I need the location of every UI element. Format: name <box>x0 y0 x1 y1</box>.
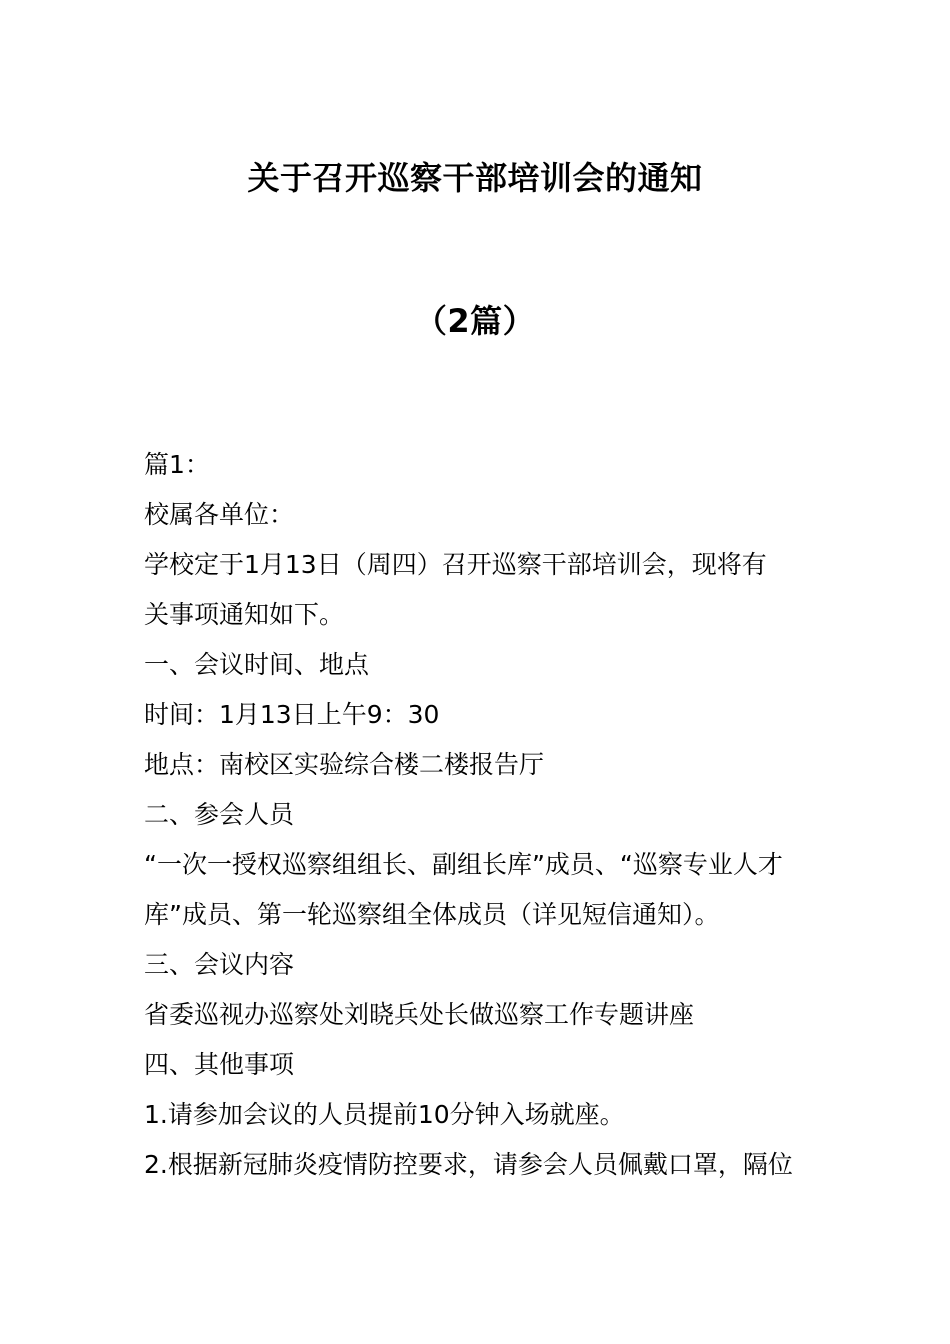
body-paragraph-line: 地点：南校区实验综合楼二楼报告厅 <box>144 750 545 779</box>
list-item: 2.根据新冠肺炎疫情防控要求，请参会人员佩戴口罩，隔位 <box>144 1150 793 1179</box>
body-paragraph-line: 省委巡视办巡察处刘晓兵处长做巡察工作专题讲座 <box>144 1000 695 1029</box>
document-subtitle: （2篇） <box>414 302 536 340</box>
document-body <box>144 440 814 1190</box>
section-heading: 一、会议时间、地点 <box>144 650 370 679</box>
body-paragraph-line: 关事项通知如下。 <box>144 600 345 629</box>
body-paragraph-line: “一次一授权巡察组组长、副组长库”成员、“巡察专业人才 <box>144 850 783 879</box>
body-paragraph-line: 库”成员、第一轮巡察组全体成员（详见短信通知）。 <box>144 900 720 929</box>
list-item: 1.请参加会议的人员提前10分钟入场就座。 <box>144 1100 625 1129</box>
document-title: 关于召开巡察干部培训会的通知 <box>247 159 703 197</box>
body-paragraph-line: 时间：1月13日上午9：30 <box>144 700 440 729</box>
section-label: 篇1： <box>144 450 210 479</box>
section-heading: 二、参会人员 <box>144 800 295 829</box>
section-heading: 三、会议内容 <box>144 950 295 979</box>
section-heading: 四、其他事项 <box>144 1050 295 1079</box>
body-paragraph-line: 学校定于1月13日（周四）召开巡察干部培训会，现将有 <box>144 550 767 579</box>
salutation: 校属各单位： <box>144 500 295 529</box>
